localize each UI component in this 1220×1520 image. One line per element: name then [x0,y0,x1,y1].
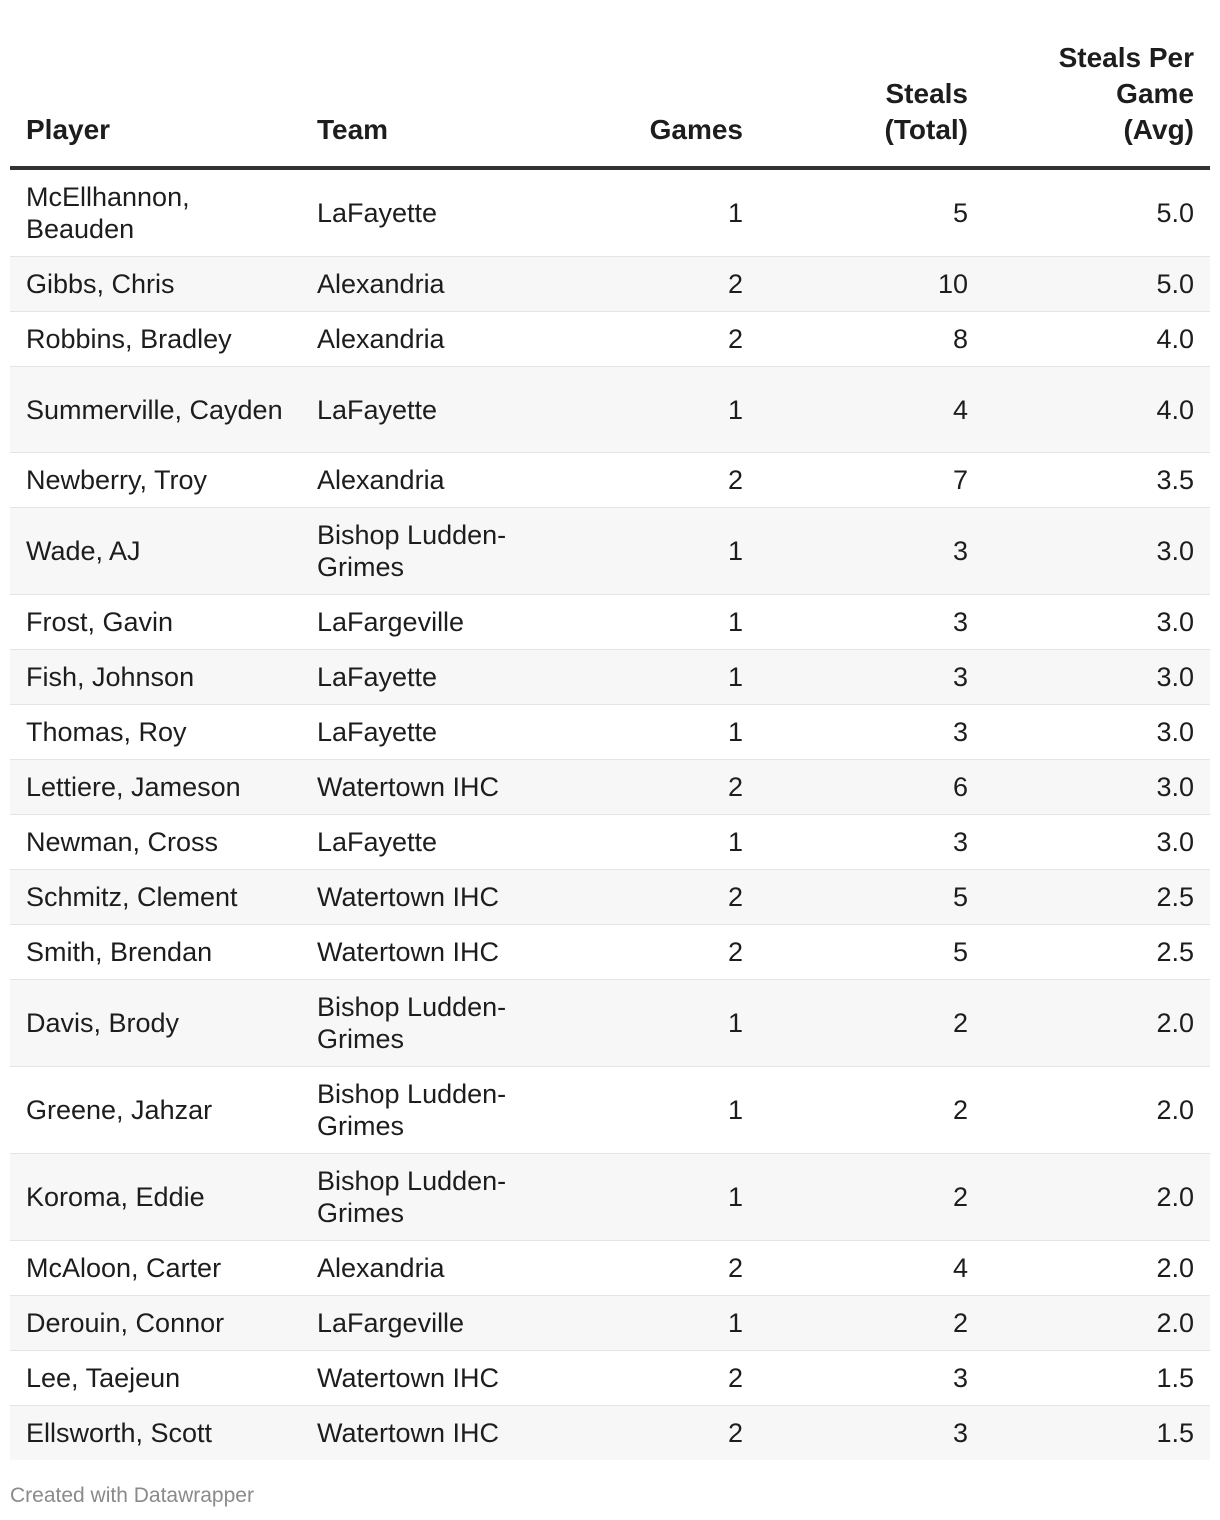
cell-steals-total: 3 [759,1351,984,1406]
column-header-team[interactable]: Team [301,40,539,168]
cell-games: 2 [539,1406,759,1461]
cell-player: Ellsworth, Scott [10,1406,301,1461]
cell-player: Fish, Johnson [10,650,301,705]
cell-steals-total: 3 [759,1406,984,1461]
column-header-player[interactable]: Player [10,40,301,168]
cell-team: Alexandria [301,1241,539,1296]
table-row [10,367,1210,453]
table-row [10,925,1210,980]
cell-games: 2 [539,760,759,815]
table-row [10,1351,1210,1406]
cell-steals-total: 3 [759,705,984,760]
cell-games: 1 [539,1296,759,1351]
cell-steals-per-game: 5.0 [984,257,1210,312]
cell-games: 1 [539,705,759,760]
cell-player: Koroma, Eddie [10,1154,301,1241]
cell-steals-per-game: 2.0 [984,1154,1210,1241]
table-row [10,168,1210,257]
cell-games: 1 [539,1154,759,1241]
cell-team: Bishop Ludden-Grimes [301,508,539,595]
steals-table [10,40,1210,1460]
cell-team: Bishop Ludden-Grimes [301,1067,539,1154]
cell-steals-per-game: 2.0 [984,1241,1210,1296]
table-row [10,870,1210,925]
table-row [10,1406,1210,1461]
table-row [10,705,1210,760]
cell-steals-total: 7 [759,453,984,508]
cell-player: Lee, Taejeun [10,1351,301,1406]
cell-games: 1 [539,367,759,453]
column-header-steals-per-game[interactable] [984,40,1210,168]
cell-team: LaFayette [301,815,539,870]
cell-team: Alexandria [301,257,539,312]
cell-player: Smith, Brendan [10,925,301,980]
table-row [10,815,1210,870]
cell-games: 1 [539,980,759,1067]
cell-team: Bishop Ludden-Grimes [301,980,539,1067]
cell-steals-per-game: 1.5 [984,1351,1210,1406]
cell-player: Thomas, Roy [10,705,301,760]
cell-steals-per-game: 2.0 [984,1067,1210,1154]
table-row [10,1296,1210,1351]
cell-steals-per-game: 2.0 [984,1296,1210,1351]
cell-steals-total: 2 [759,980,984,1067]
cell-steals-per-game: 3.5 [984,453,1210,508]
cell-games: 1 [539,595,759,650]
cell-games: 2 [539,453,759,508]
table-row [10,257,1210,312]
cell-player: McEllhannon, Beauden [10,168,301,257]
cell-player: Robbins, Bradley [10,312,301,367]
table-row [10,595,1210,650]
cell-games: 2 [539,925,759,980]
cell-steals-total: 5 [759,870,984,925]
cell-games: 2 [539,1351,759,1406]
table-body [10,168,1210,1460]
table-row [10,760,1210,815]
steals-header-line-2: (Total) [884,114,968,145]
spg-header-line-3: (Avg) [1123,114,1194,145]
cell-team: LaFargeville [301,595,539,650]
cell-team: LaFayette [301,168,539,257]
steals-header-line-1: Steals [885,78,968,109]
table-row [10,1154,1210,1241]
cell-games: 2 [539,257,759,312]
cell-player: Newberry, Troy [10,453,301,508]
cell-player: Frost, Gavin [10,595,301,650]
cell-team: Watertown IHC [301,870,539,925]
cell-steals-total: 5 [759,168,984,257]
cell-games: 2 [539,1241,759,1296]
cell-player: Derouin, Connor [10,1296,301,1351]
cell-steals-total: 8 [759,312,984,367]
cell-steals-total: 10 [759,257,984,312]
cell-team: Alexandria [301,453,539,508]
cell-games: 1 [539,815,759,870]
cell-steals-per-game: 3.0 [984,595,1210,650]
cell-player: Newman, Cross [10,815,301,870]
cell-steals-per-game: 4.0 [984,312,1210,367]
cell-player: Gibbs, Chris [10,257,301,312]
cell-player: Wade, AJ [10,508,301,595]
cell-player: Schmitz, Clement [10,870,301,925]
cell-steals-per-game: 3.0 [984,760,1210,815]
cell-steals-total: 3 [759,650,984,705]
table-row [10,508,1210,595]
datawrapper-credit: Created with Datawrapper [10,1484,254,1507]
cell-steals-total: 4 [759,1241,984,1296]
cell-games: 1 [539,508,759,595]
table-row [10,1241,1210,1296]
cell-steals-per-game: 5.0 [984,168,1210,257]
cell-team: LaFayette [301,650,539,705]
cell-steals-per-game: 2.5 [984,925,1210,980]
cell-player: Davis, Brody [10,980,301,1067]
table-row [10,1067,1210,1154]
cell-steals-total: 2 [759,1067,984,1154]
cell-steals-total: 3 [759,815,984,870]
cell-games: 1 [539,168,759,257]
cell-team: Watertown IHC [301,925,539,980]
cell-steals-total: 6 [759,760,984,815]
cell-team: Bishop Ludden-Grimes [301,1154,539,1241]
cell-steals-per-game: 2.0 [984,980,1210,1067]
cell-steals-per-game: 1.5 [984,1406,1210,1461]
cell-games: 1 [539,1067,759,1154]
cell-team: LaFargeville [301,1296,539,1351]
cell-steals-total: 4 [759,367,984,453]
column-header-steals-total[interactable] [759,40,984,168]
table-header-row [10,40,1210,168]
cell-steals-per-game: 3.0 [984,650,1210,705]
cell-player: Summerville, Cayden [10,367,301,453]
table-row [10,980,1210,1067]
cell-games: 1 [539,650,759,705]
cell-steals-per-game: 3.0 [984,508,1210,595]
cell-team: Alexandria [301,312,539,367]
spg-header-line-2: Game [1116,78,1194,109]
steals-table-container [10,40,1210,1460]
table-row [10,453,1210,508]
cell-team: Watertown IHC [301,760,539,815]
cell-player: Greene, Jahzar [10,1067,301,1154]
table-row [10,312,1210,367]
cell-team: LaFayette [301,705,539,760]
cell-steals-total: 5 [759,925,984,980]
spg-header-line-1: Steals Per [1058,42,1194,73]
cell-games: 2 [539,870,759,925]
cell-team: Watertown IHC [301,1351,539,1406]
cell-steals-total: 2 [759,1154,984,1241]
cell-steals-per-game: 4.0 [984,367,1210,453]
column-header-games[interactable]: Games [539,40,759,168]
cell-steals-total: 3 [759,595,984,650]
cell-steals-per-game: 3.0 [984,705,1210,760]
cell-team: Watertown IHC [301,1406,539,1461]
cell-player: McAloon, Carter [10,1241,301,1296]
cell-player: Lettiere, Jameson [10,760,301,815]
table-row [10,650,1210,705]
cell-steals-total: 2 [759,1296,984,1351]
cell-team: LaFayette [301,367,539,453]
cell-steals-per-game: 2.5 [984,870,1210,925]
cell-steals-total: 3 [759,508,984,595]
cell-games: 2 [539,312,759,367]
cell-steals-per-game: 3.0 [984,815,1210,870]
